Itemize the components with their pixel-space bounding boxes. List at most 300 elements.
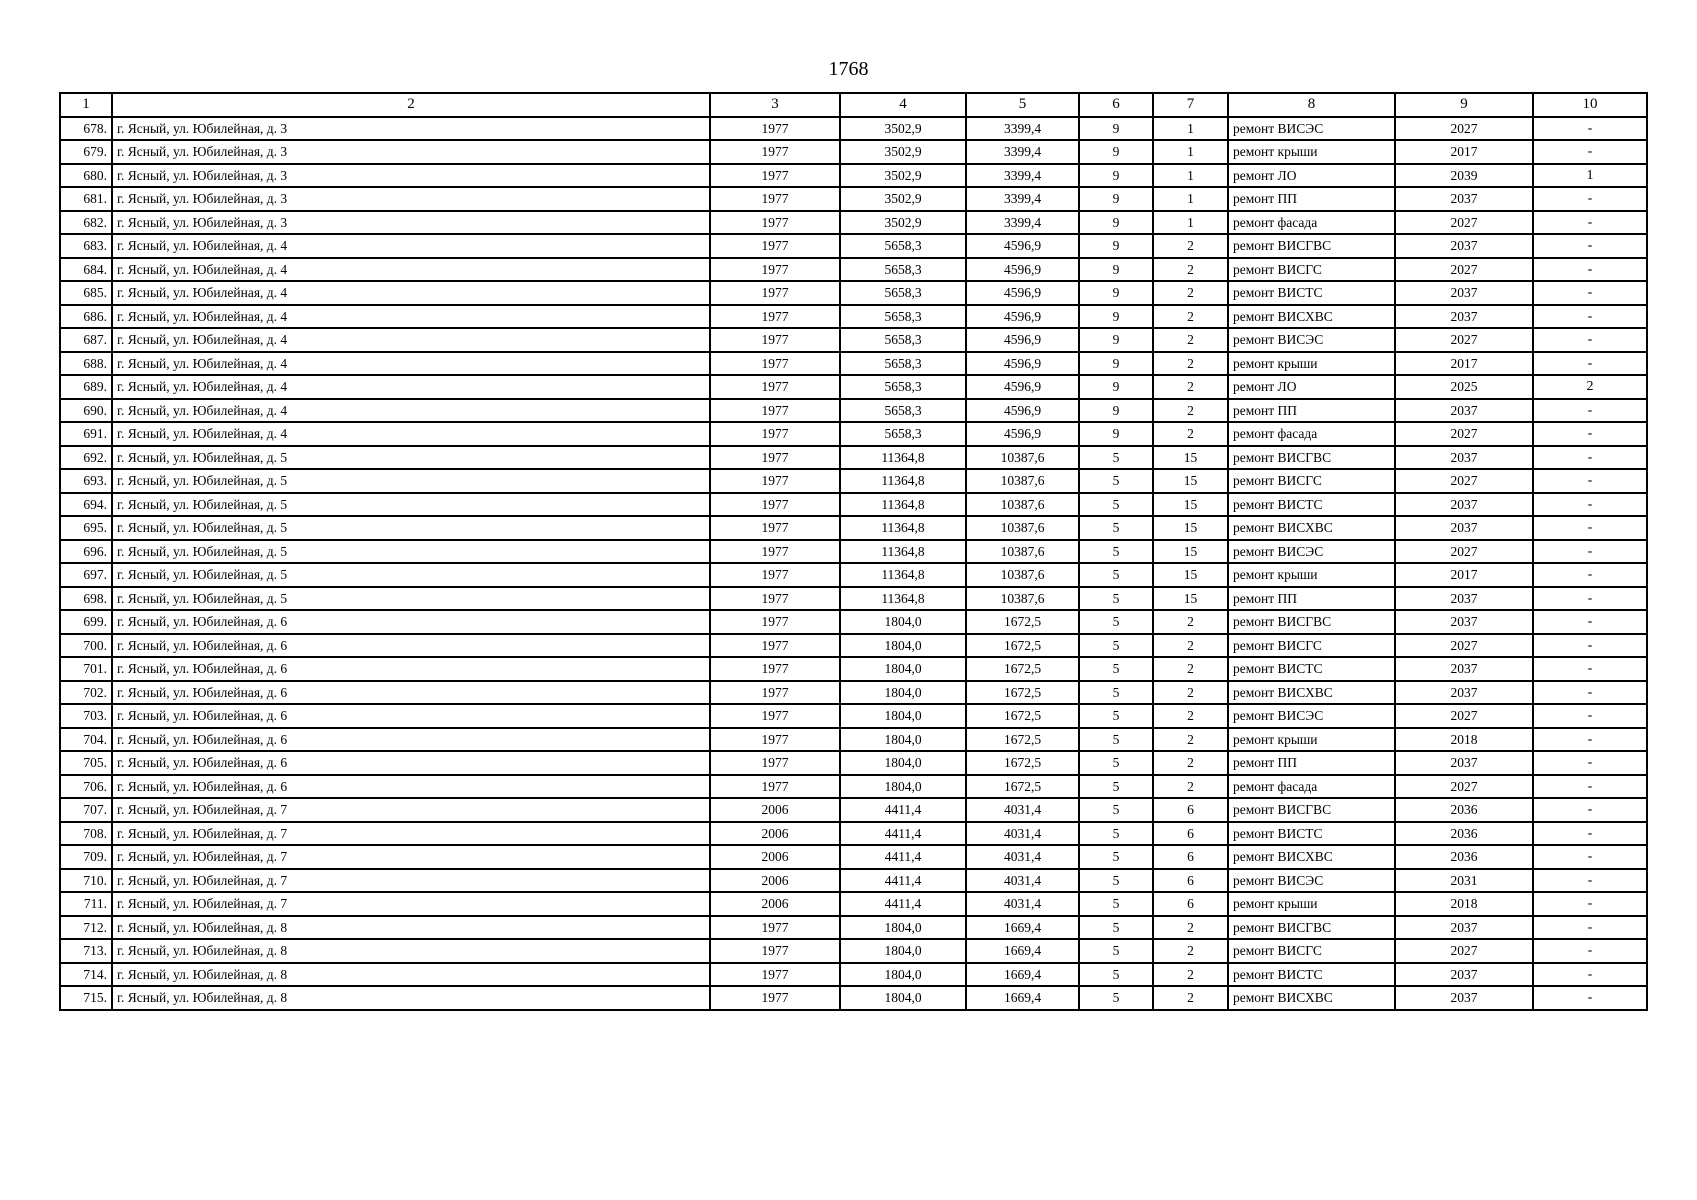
total-area-cell: 5658,3	[840, 422, 966, 446]
living-area-cell: 1672,5	[966, 775, 1079, 799]
address-cell: г. Ясный, ул. Юбилейная, д. 3	[112, 211, 710, 235]
entrances-cell: 6	[1153, 798, 1228, 822]
address-cell: г. Ясный, ул. Юбилейная, д. 6	[112, 775, 710, 799]
floors-cell: 5	[1079, 916, 1153, 940]
address-cell: г. Ясный, ул. Юбилейная, д. 5	[112, 540, 710, 564]
planned-year-cell: 2027	[1395, 422, 1533, 446]
year-cell: 2006	[710, 892, 840, 916]
living-area-cell: 1672,5	[966, 634, 1079, 658]
floors-cell: 5	[1079, 775, 1153, 799]
entrances-cell: 6	[1153, 845, 1228, 869]
address-cell: г. Ясный, ул. Юбилейная, д. 6	[112, 610, 710, 634]
year-cell: 2006	[710, 845, 840, 869]
count-cell: -	[1533, 798, 1647, 822]
entrances-cell: 2	[1153, 704, 1228, 728]
living-area-cell: 1669,4	[966, 939, 1079, 963]
living-area-cell: 4031,4	[966, 822, 1079, 846]
total-area-cell: 4411,4	[840, 822, 966, 846]
floors-cell: 5	[1079, 516, 1153, 540]
address-cell: г. Ясный, ул. Юбилейная, д. 8	[112, 986, 710, 1010]
table-row	[60, 493, 1647, 517]
entrances-cell: 2	[1153, 963, 1228, 987]
entrances-cell: 15	[1153, 446, 1228, 470]
living-area-cell: 4596,9	[966, 305, 1079, 329]
planned-year-cell: 2037	[1395, 516, 1533, 540]
column-header: 1	[60, 93, 112, 117]
planned-year-cell: 2025	[1395, 375, 1533, 399]
count-cell: -	[1533, 516, 1647, 540]
entrances-cell: 15	[1153, 469, 1228, 493]
count-cell: -	[1533, 986, 1647, 1010]
table-row	[60, 587, 1647, 611]
year-cell: 1977	[710, 399, 840, 423]
row-number-cell: 700.	[60, 634, 112, 658]
table-body	[60, 117, 1647, 1010]
row-number-cell: 696.	[60, 540, 112, 564]
work-type-cell: ремонт ПП	[1228, 751, 1395, 775]
address-cell: г. Ясный, ул. Юбилейная, д. 4	[112, 352, 710, 376]
row-number-cell: 693.	[60, 469, 112, 493]
table-row	[60, 328, 1647, 352]
address-cell: г. Ясный, ул. Юбилейная, д. 3	[112, 140, 710, 164]
table-row	[60, 822, 1647, 846]
planned-year-cell: 2037	[1395, 986, 1533, 1010]
address-cell: г. Ясный, ул. Юбилейная, д. 6	[112, 657, 710, 681]
table-row	[60, 939, 1647, 963]
total-area-cell: 5658,3	[840, 399, 966, 423]
address-cell: г. Ясный, ул. Юбилейная, д. 7	[112, 869, 710, 893]
total-area-cell: 3502,9	[840, 140, 966, 164]
table-row	[60, 892, 1647, 916]
planned-year-cell: 2037	[1395, 399, 1533, 423]
table-row	[60, 117, 1647, 141]
year-cell: 1977	[710, 258, 840, 282]
planned-year-cell: 2037	[1395, 963, 1533, 987]
column-header: 5	[966, 93, 1079, 117]
address-cell: г. Ясный, ул. Юбилейная, д. 5	[112, 446, 710, 470]
living-area-cell: 1669,4	[966, 916, 1079, 940]
row-number-cell: 699.	[60, 610, 112, 634]
work-type-cell: ремонт ВИСЭС	[1228, 540, 1395, 564]
column-header: 8	[1228, 93, 1395, 117]
entrances-cell: 1	[1153, 211, 1228, 235]
count-cell: -	[1533, 610, 1647, 634]
living-area-cell: 3399,4	[966, 211, 1079, 235]
living-area-cell: 1669,4	[966, 963, 1079, 987]
table-row	[60, 916, 1647, 940]
planned-year-cell: 2037	[1395, 681, 1533, 705]
repair-schedule-table	[59, 92, 1648, 1011]
year-cell: 1977	[710, 187, 840, 211]
living-area-cell: 4596,9	[966, 258, 1079, 282]
address-cell: г. Ясный, ул. Юбилейная, д. 5	[112, 516, 710, 540]
living-area-cell: 4596,9	[966, 399, 1079, 423]
year-cell: 1977	[710, 516, 840, 540]
year-cell: 1977	[710, 234, 840, 258]
total-area-cell: 11364,8	[840, 469, 966, 493]
floors-cell: 5	[1079, 986, 1153, 1010]
count-cell: -	[1533, 328, 1647, 352]
total-area-cell: 1804,0	[840, 634, 966, 658]
count-cell: -	[1533, 140, 1647, 164]
entrances-cell: 2	[1153, 281, 1228, 305]
total-area-cell: 5658,3	[840, 328, 966, 352]
planned-year-cell: 2037	[1395, 610, 1533, 634]
year-cell: 1977	[710, 704, 840, 728]
address-cell: г. Ясный, ул. Юбилейная, д. 7	[112, 845, 710, 869]
planned-year-cell: 2036	[1395, 822, 1533, 846]
address-cell: г. Ясный, ул. Юбилейная, д. 7	[112, 822, 710, 846]
year-cell: 1977	[710, 446, 840, 470]
floors-cell: 9	[1079, 211, 1153, 235]
year-cell: 1977	[710, 540, 840, 564]
year-cell: 1977	[710, 164, 840, 188]
row-number-cell: 690.	[60, 399, 112, 423]
address-cell: г. Ясный, ул. Юбилейная, д. 5	[112, 563, 710, 587]
work-type-cell: ремонт ВИСХВС	[1228, 845, 1395, 869]
row-number-cell: 710.	[60, 869, 112, 893]
table-row	[60, 164, 1647, 188]
entrances-cell: 2	[1153, 657, 1228, 681]
floors-cell: 5	[1079, 704, 1153, 728]
year-cell: 1977	[710, 728, 840, 752]
floors-cell: 5	[1079, 963, 1153, 987]
row-number-cell: 714.	[60, 963, 112, 987]
table-row	[60, 610, 1647, 634]
row-number-cell: 708.	[60, 822, 112, 846]
total-area-cell: 4411,4	[840, 798, 966, 822]
entrances-cell: 15	[1153, 540, 1228, 564]
total-area-cell: 3502,9	[840, 117, 966, 141]
work-type-cell: ремонт ПП	[1228, 399, 1395, 423]
entrances-cell: 2	[1153, 352, 1228, 376]
floors-cell: 5	[1079, 892, 1153, 916]
total-area-cell: 1804,0	[840, 775, 966, 799]
table-row	[60, 845, 1647, 869]
count-cell: -	[1533, 751, 1647, 775]
row-number-cell: 682.	[60, 211, 112, 235]
floors-cell: 9	[1079, 281, 1153, 305]
year-cell: 1977	[710, 587, 840, 611]
total-area-cell: 3502,9	[840, 211, 966, 235]
total-area-cell: 1804,0	[840, 963, 966, 987]
planned-year-cell: 2027	[1395, 258, 1533, 282]
floors-cell: 5	[1079, 798, 1153, 822]
work-type-cell: ремонт ВИСТС	[1228, 822, 1395, 846]
planned-year-cell: 2037	[1395, 587, 1533, 611]
address-cell: г. Ясный, ул. Юбилейная, д. 6	[112, 634, 710, 658]
address-cell: г. Ясный, ул. Юбилейная, д. 6	[112, 728, 710, 752]
planned-year-cell: 2037	[1395, 281, 1533, 305]
year-cell: 1977	[710, 775, 840, 799]
living-area-cell: 1672,5	[966, 728, 1079, 752]
row-number-cell: 679.	[60, 140, 112, 164]
year-cell: 1977	[710, 657, 840, 681]
count-cell: 1	[1533, 164, 1647, 188]
work-type-cell: ремонт ВИСГВС	[1228, 916, 1395, 940]
planned-year-cell: 2027	[1395, 704, 1533, 728]
planned-year-cell: 2027	[1395, 211, 1533, 235]
year-cell: 1977	[710, 493, 840, 517]
table-row	[60, 634, 1647, 658]
address-cell: г. Ясный, ул. Юбилейная, д. 5	[112, 469, 710, 493]
address-cell: г. Ясный, ул. Юбилейная, д. 4	[112, 305, 710, 329]
total-area-cell: 5658,3	[840, 234, 966, 258]
address-cell: г. Ясный, ул. Юбилейная, д. 3	[112, 117, 710, 141]
planned-year-cell: 2027	[1395, 634, 1533, 658]
living-area-cell: 4596,9	[966, 375, 1079, 399]
floors-cell: 5	[1079, 728, 1153, 752]
work-type-cell: ремонт крыши	[1228, 140, 1395, 164]
planned-year-cell: 2017	[1395, 352, 1533, 376]
floors-cell: 5	[1079, 845, 1153, 869]
floors-cell: 9	[1079, 328, 1153, 352]
count-cell: -	[1533, 305, 1647, 329]
planned-year-cell: 2018	[1395, 728, 1533, 752]
row-number-cell: 694.	[60, 493, 112, 517]
total-area-cell: 4411,4	[840, 845, 966, 869]
work-type-cell: ремонт ВИСЭС	[1228, 117, 1395, 141]
work-type-cell: ремонт ВИСТС	[1228, 657, 1395, 681]
entrances-cell: 15	[1153, 493, 1228, 517]
row-number-cell: 692.	[60, 446, 112, 470]
total-area-cell: 5658,3	[840, 375, 966, 399]
address-cell: г. Ясный, ул. Юбилейная, д. 4	[112, 399, 710, 423]
entrances-cell: 2	[1153, 916, 1228, 940]
work-type-cell: ремонт крыши	[1228, 352, 1395, 376]
row-number-cell: 687.	[60, 328, 112, 352]
total-area-cell: 1804,0	[840, 704, 966, 728]
living-area-cell: 3399,4	[966, 140, 1079, 164]
planned-year-cell: 2037	[1395, 234, 1533, 258]
work-type-cell: ремонт ВИСГВС	[1228, 446, 1395, 470]
total-area-cell: 5658,3	[840, 305, 966, 329]
work-type-cell: ремонт ВИСХВС	[1228, 305, 1395, 329]
work-type-cell: ремонт ВИСТС	[1228, 493, 1395, 517]
work-type-cell: ремонт ЛО	[1228, 164, 1395, 188]
planned-year-cell: 2027	[1395, 540, 1533, 564]
living-area-cell: 4596,9	[966, 328, 1079, 352]
entrances-cell: 1	[1153, 117, 1228, 141]
row-number-cell: 706.	[60, 775, 112, 799]
column-header: 2	[112, 93, 710, 117]
address-cell: г. Ясный, ул. Юбилейная, д. 6	[112, 681, 710, 705]
count-cell: -	[1533, 963, 1647, 987]
row-number-cell: 705.	[60, 751, 112, 775]
address-cell: г. Ясный, ул. Юбилейная, д. 4	[112, 375, 710, 399]
work-type-cell: ремонт ВИСЭС	[1228, 869, 1395, 893]
planned-year-cell: 2037	[1395, 916, 1533, 940]
address-cell: г. Ясный, ул. Юбилейная, д. 4	[112, 422, 710, 446]
row-number-cell: 680.	[60, 164, 112, 188]
living-area-cell: 1672,5	[966, 657, 1079, 681]
row-number-cell: 702.	[60, 681, 112, 705]
planned-year-cell: 2018	[1395, 892, 1533, 916]
row-number-cell: 686.	[60, 305, 112, 329]
entrances-cell: 2	[1153, 681, 1228, 705]
table-row	[60, 657, 1647, 681]
year-cell: 1977	[710, 916, 840, 940]
count-cell: -	[1533, 916, 1647, 940]
row-number-cell: 695.	[60, 516, 112, 540]
year-cell: 1977	[710, 328, 840, 352]
address-cell: г. Ясный, ул. Юбилейная, д. 5	[112, 587, 710, 611]
row-number-cell: 701.	[60, 657, 112, 681]
entrances-cell: 6	[1153, 822, 1228, 846]
entrances-cell: 2	[1153, 775, 1228, 799]
table-row	[60, 775, 1647, 799]
total-area-cell: 1804,0	[840, 939, 966, 963]
count-cell: -	[1533, 634, 1647, 658]
year-cell: 1977	[710, 986, 840, 1010]
count-cell: -	[1533, 211, 1647, 235]
address-cell: г. Ясный, ул. Юбилейная, д. 4	[112, 281, 710, 305]
living-area-cell: 10387,6	[966, 540, 1079, 564]
living-area-cell: 4596,9	[966, 352, 1079, 376]
year-cell: 1977	[710, 352, 840, 376]
total-area-cell: 1804,0	[840, 916, 966, 940]
row-number-cell: 712.	[60, 916, 112, 940]
living-area-cell: 10387,6	[966, 587, 1079, 611]
table-row	[60, 446, 1647, 470]
entrances-cell: 6	[1153, 869, 1228, 893]
work-type-cell: ремонт ВИСХВС	[1228, 681, 1395, 705]
table-row	[60, 681, 1647, 705]
work-type-cell: ремонт ВИСЭС	[1228, 704, 1395, 728]
entrances-cell: 1	[1153, 164, 1228, 188]
row-number-cell: 678.	[60, 117, 112, 141]
floors-cell: 9	[1079, 117, 1153, 141]
year-cell: 2006	[710, 869, 840, 893]
living-area-cell: 4031,4	[966, 892, 1079, 916]
entrances-cell: 15	[1153, 563, 1228, 587]
count-cell: -	[1533, 493, 1647, 517]
count-cell: -	[1533, 681, 1647, 705]
year-cell: 1977	[710, 563, 840, 587]
count-cell: -	[1533, 869, 1647, 893]
floors-cell: 5	[1079, 681, 1153, 705]
work-type-cell: ремонт ВИСХВС	[1228, 986, 1395, 1010]
floors-cell: 9	[1079, 258, 1153, 282]
year-cell: 1977	[710, 939, 840, 963]
floors-cell: 9	[1079, 164, 1153, 188]
count-cell: -	[1533, 775, 1647, 799]
planned-year-cell: 2036	[1395, 845, 1533, 869]
address-cell: г. Ясный, ул. Юбилейная, д. 8	[112, 963, 710, 987]
count-cell: -	[1533, 117, 1647, 141]
work-type-cell: ремонт ВИСТС	[1228, 281, 1395, 305]
table-row	[60, 258, 1647, 282]
living-area-cell: 3399,4	[966, 187, 1079, 211]
entrances-cell: 2	[1153, 305, 1228, 329]
entrances-cell: 2	[1153, 234, 1228, 258]
table-row	[60, 516, 1647, 540]
count-cell: -	[1533, 187, 1647, 211]
count-cell: -	[1533, 258, 1647, 282]
table-row	[60, 187, 1647, 211]
row-number-cell: 711.	[60, 892, 112, 916]
planned-year-cell: 2037	[1395, 446, 1533, 470]
count-cell: -	[1533, 563, 1647, 587]
floors-cell: 9	[1079, 422, 1153, 446]
table-row	[60, 963, 1647, 987]
living-area-cell: 10387,6	[966, 493, 1079, 517]
header-row	[60, 93, 1647, 117]
address-cell: г. Ясный, ул. Юбилейная, д. 3	[112, 187, 710, 211]
work-type-cell: ремонт крыши	[1228, 563, 1395, 587]
floors-cell: 5	[1079, 493, 1153, 517]
entrances-cell: 15	[1153, 587, 1228, 611]
total-area-cell: 1804,0	[840, 610, 966, 634]
table-row	[60, 469, 1647, 493]
total-area-cell: 5658,3	[840, 258, 966, 282]
planned-year-cell: 2031	[1395, 869, 1533, 893]
table-row	[60, 728, 1647, 752]
address-cell: г. Ясный, ул. Юбилейная, д. 8	[112, 916, 710, 940]
work-type-cell: ремонт ВИСГС	[1228, 939, 1395, 963]
work-type-cell: ремонт ВИСТС	[1228, 963, 1395, 987]
total-area-cell: 4411,4	[840, 892, 966, 916]
total-area-cell: 11364,8	[840, 563, 966, 587]
row-number-cell: 715.	[60, 986, 112, 1010]
table-row	[60, 140, 1647, 164]
planned-year-cell: 2039	[1395, 164, 1533, 188]
work-type-cell: ремонт фасада	[1228, 422, 1395, 446]
row-number-cell: 703.	[60, 704, 112, 728]
year-cell: 1977	[710, 469, 840, 493]
floors-cell: 5	[1079, 939, 1153, 963]
table-row	[60, 305, 1647, 329]
total-area-cell: 3502,9	[840, 187, 966, 211]
planned-year-cell: 2037	[1395, 657, 1533, 681]
table-row	[60, 375, 1647, 399]
table-row	[60, 211, 1647, 235]
page-number: 1768	[828, 58, 869, 80]
entrances-cell: 2	[1153, 728, 1228, 752]
year-cell: 1977	[710, 281, 840, 305]
living-area-cell: 1672,5	[966, 751, 1079, 775]
floors-cell: 9	[1079, 234, 1153, 258]
count-cell: -	[1533, 446, 1647, 470]
year-cell: 1977	[710, 140, 840, 164]
count-cell: 2	[1533, 375, 1647, 399]
entrances-cell: 2	[1153, 610, 1228, 634]
year-cell: 2006	[710, 798, 840, 822]
count-cell: -	[1533, 422, 1647, 446]
living-area-cell: 4031,4	[966, 845, 1079, 869]
planned-year-cell: 2027	[1395, 328, 1533, 352]
living-area-cell: 10387,6	[966, 563, 1079, 587]
floors-cell: 9	[1079, 375, 1153, 399]
address-cell: г. Ясный, ул. Юбилейная, д. 4	[112, 328, 710, 352]
year-cell: 2006	[710, 822, 840, 846]
row-number-cell: 709.	[60, 845, 112, 869]
table-row	[60, 399, 1647, 423]
planned-year-cell: 2027	[1395, 117, 1533, 141]
planned-year-cell: 2017	[1395, 140, 1533, 164]
total-area-cell: 11364,8	[840, 516, 966, 540]
planned-year-cell: 2027	[1395, 775, 1533, 799]
table-row	[60, 281, 1647, 305]
row-number-cell: 704.	[60, 728, 112, 752]
work-type-cell: ремонт крыши	[1228, 892, 1395, 916]
count-cell: -	[1533, 845, 1647, 869]
column-header: 3	[710, 93, 840, 117]
address-cell: г. Ясный, ул. Юбилейная, д. 3	[112, 164, 710, 188]
floors-cell: 5	[1079, 540, 1153, 564]
floors-cell: 9	[1079, 305, 1153, 329]
table-row	[60, 540, 1647, 564]
